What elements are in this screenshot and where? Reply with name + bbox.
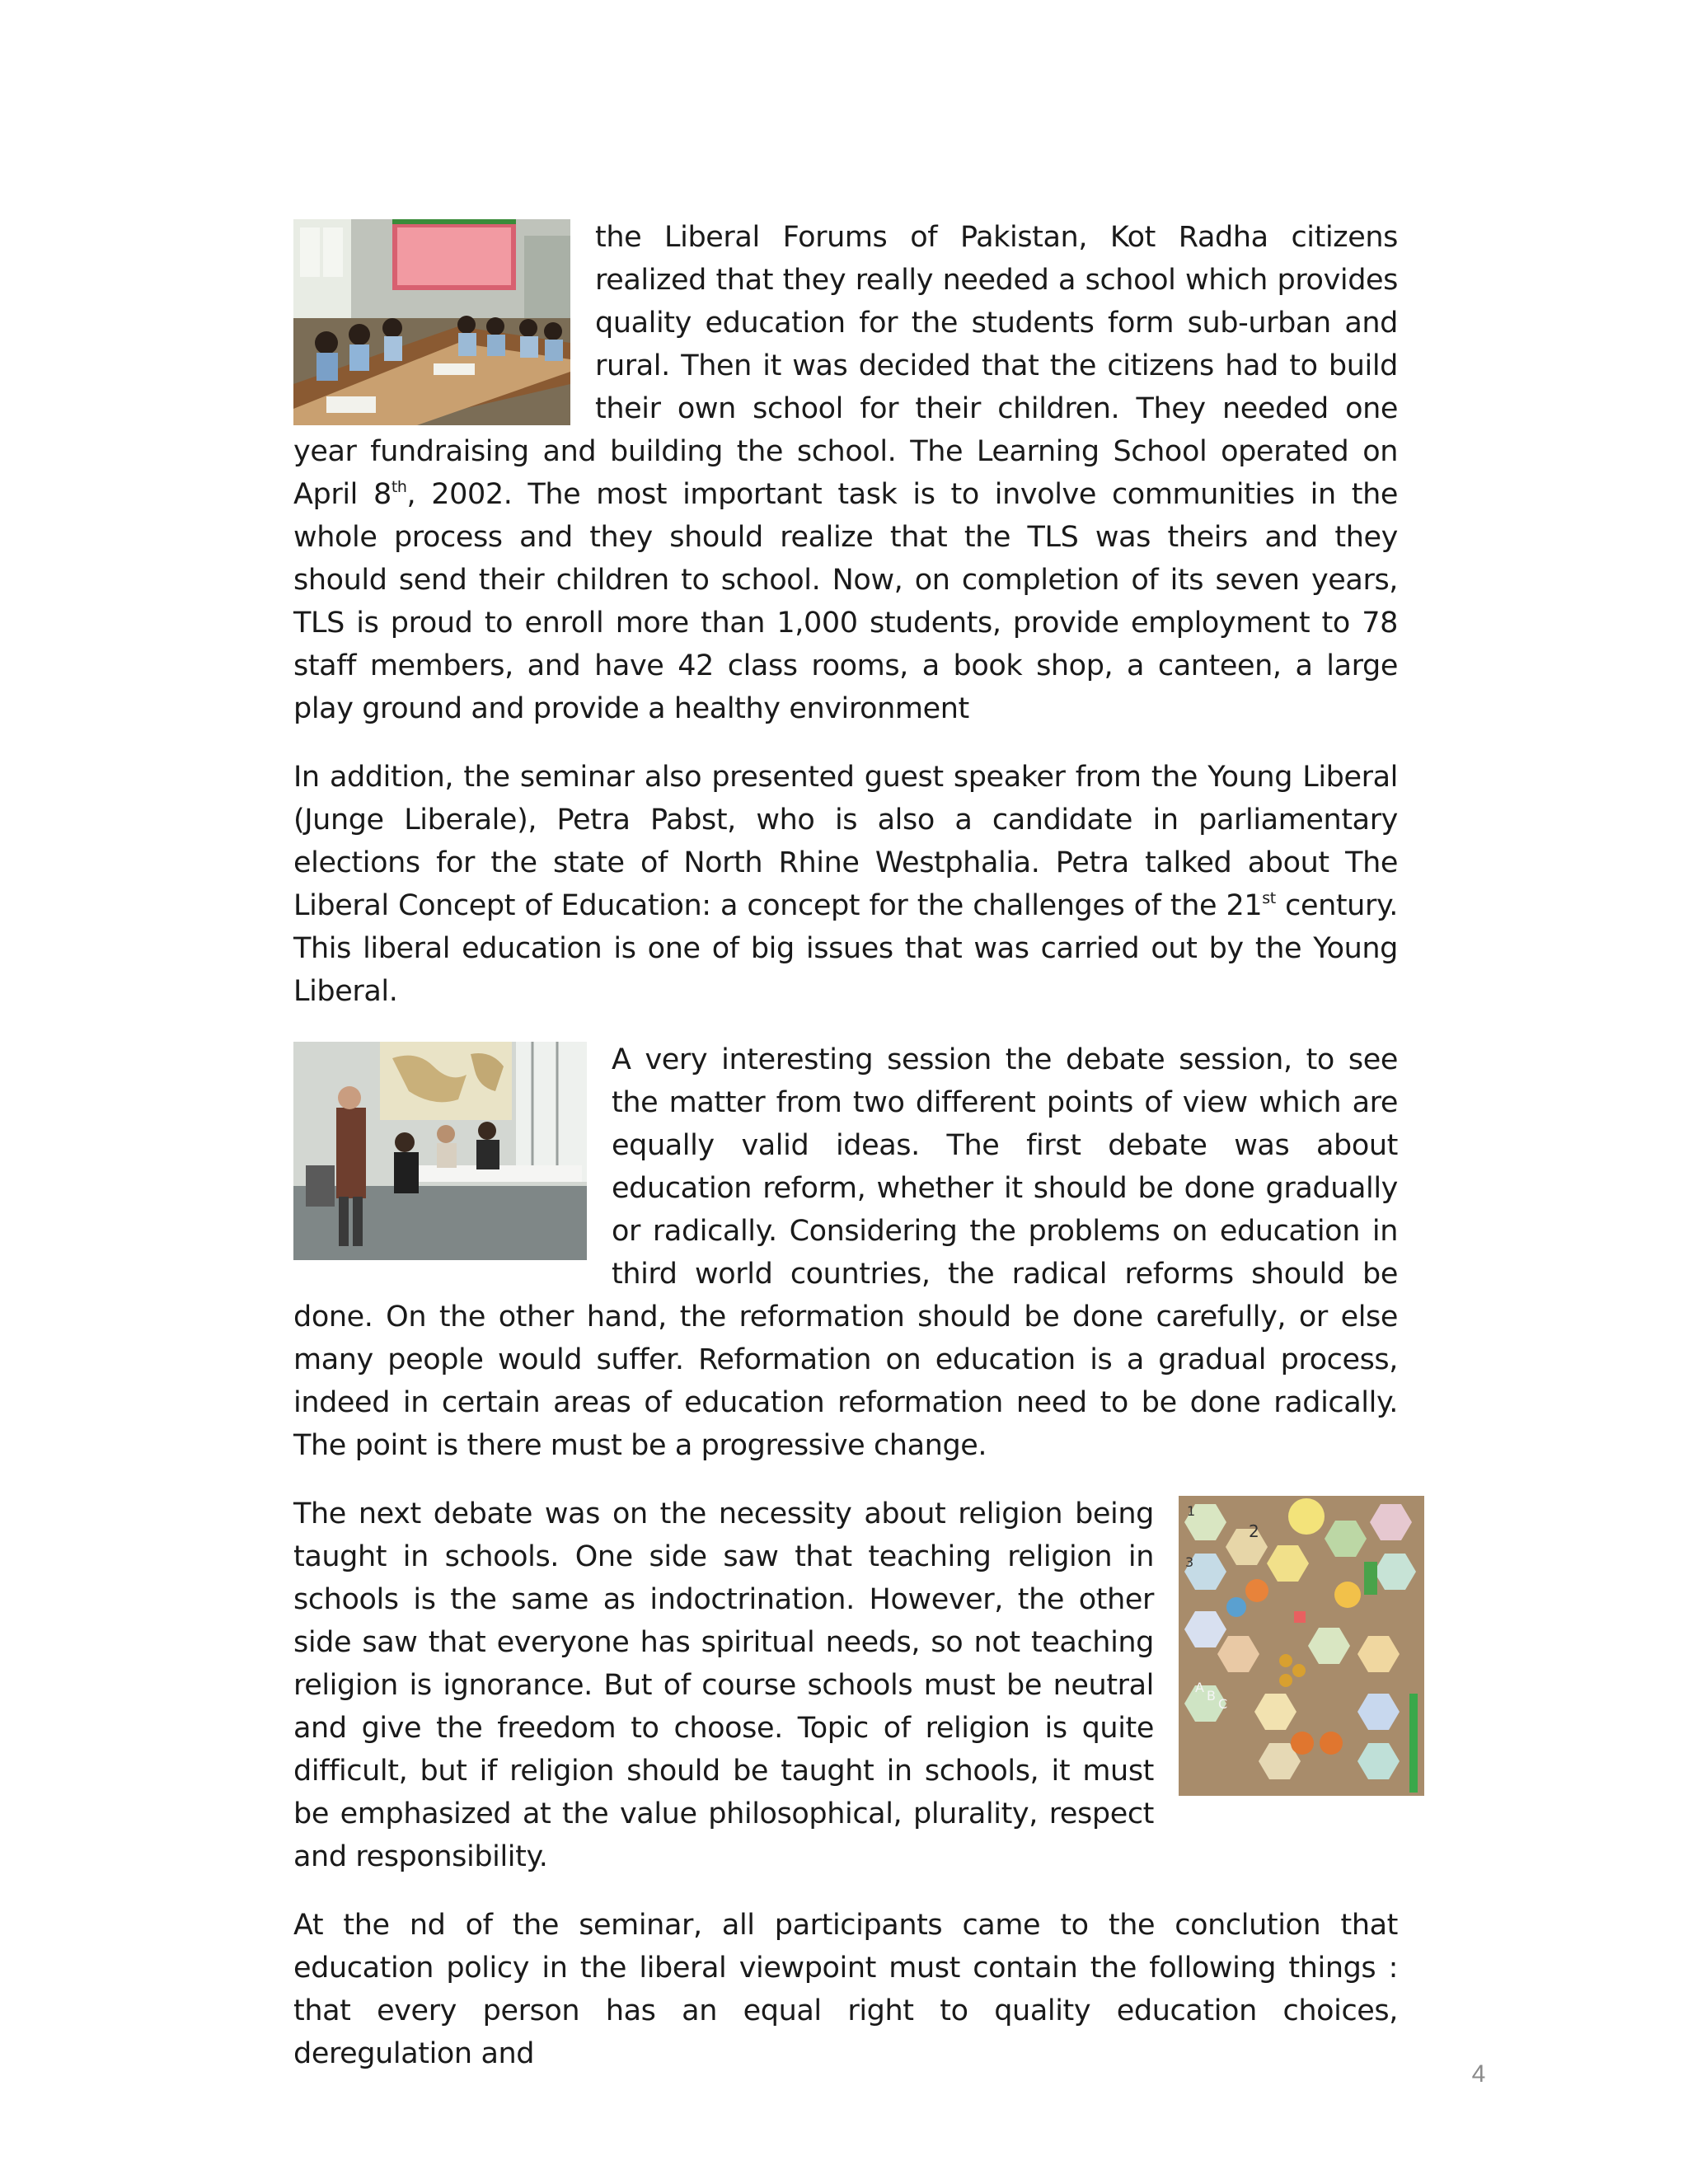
poster-label: 1 [1187, 1503, 1195, 1519]
paragraph-text: the Liberal Forums of Pakistan, Kot Radha citizens realized that they really needed a school which provides quality education for the students form sub-urban and rural. Then it was decided that the citizens had to build their own school for their children. They needed one year fundraising and building the school. The Learning School operated on April 8 [293, 221, 1398, 511]
superscript: th [391, 478, 407, 496]
poster-label: B [1207, 1688, 1216, 1704]
paragraph-text: , 2002. The most important task is to involve communities in the whole process and they should realize that the TLS was theirs and they should send their children to school. Now, on completion of its seven years, TLS is proud to enroll more than 1,000 students, provide employment to 78 staff members, and have 42 class rooms, a book shop, a canteen, a large play ground and provide a healthy environment [293, 478, 1398, 725]
paragraph-debate-religion: The next debate was on the necessity about religion being taught in schools. One side saw that teaching religion in schools is the same as indoctrination. However, the other side saw that everyone has spiritual needs, so not teaching religion is ignorance. But of course schools must be neutral and give the freedom to choose. Topic of religion is quite difficult, but if religion should be taught in schools, it must be emphasized at the value philosophical, plurality, respect and responsibility. [293, 1497, 1154, 1873]
page-number: 4 [1471, 2060, 1486, 2088]
paragraph-text: century. This liberal education is one of big issues that was carried out by the Young Liberal. [293, 889, 1398, 1008]
paragraph-seminar-conclusion: At the nd of the seminar, all participants came to the conclution that education policy in the liberal viewpoint must contain the following things : that every person has an equal right to quality education choices, deregulation and [293, 1909, 1398, 2070]
poster-label: 3 [1185, 1554, 1193, 1570]
debate-session-photo-drawing [293, 1042, 587, 1260]
paragraph-debate-education-reform: A very interesting session the debate session, to see the matter from two different points of view which are equally valid ideas. The first debate was about education reform, whether it should be done gradually or radically. Considering the problems on education in third world countries, the radical reforms should be done. On the other hand, the reformation should be done carefully, or else many people would suffer. Reformation on education is a gradual process, indeed in certain areas of education reformation need to be done radically. The point is there must be a progressive change. [293, 1043, 1398, 1462]
document-page [293, 216, 1398, 2101]
poster-label: A [1195, 1680, 1204, 1695]
poster-label: 2 [1249, 1521, 1259, 1541]
workshop-poster-photo [1179, 1496, 1424, 1796]
classroom-photo-drawing [293, 219, 570, 425]
poster-label: C [1218, 1696, 1227, 1712]
workshop-poster-drawing [1179, 1496, 1424, 1796]
paragraph-text: In addition, the seminar also presented guest speaker from the Young Liberal (Junge Liberale), Petra Pabst, who is also a candidate in parliamentary elections for the state of North Rhine Westphalia. Petra talked about The Liberal Concept of Education: a concept for the challenges of the 21 [293, 761, 1398, 922]
paragraph-guest-speaker [293, 756, 1398, 1013]
classroom-photo [293, 219, 570, 425]
debate-session-photo [293, 1042, 587, 1260]
superscript: st [1262, 889, 1276, 907]
